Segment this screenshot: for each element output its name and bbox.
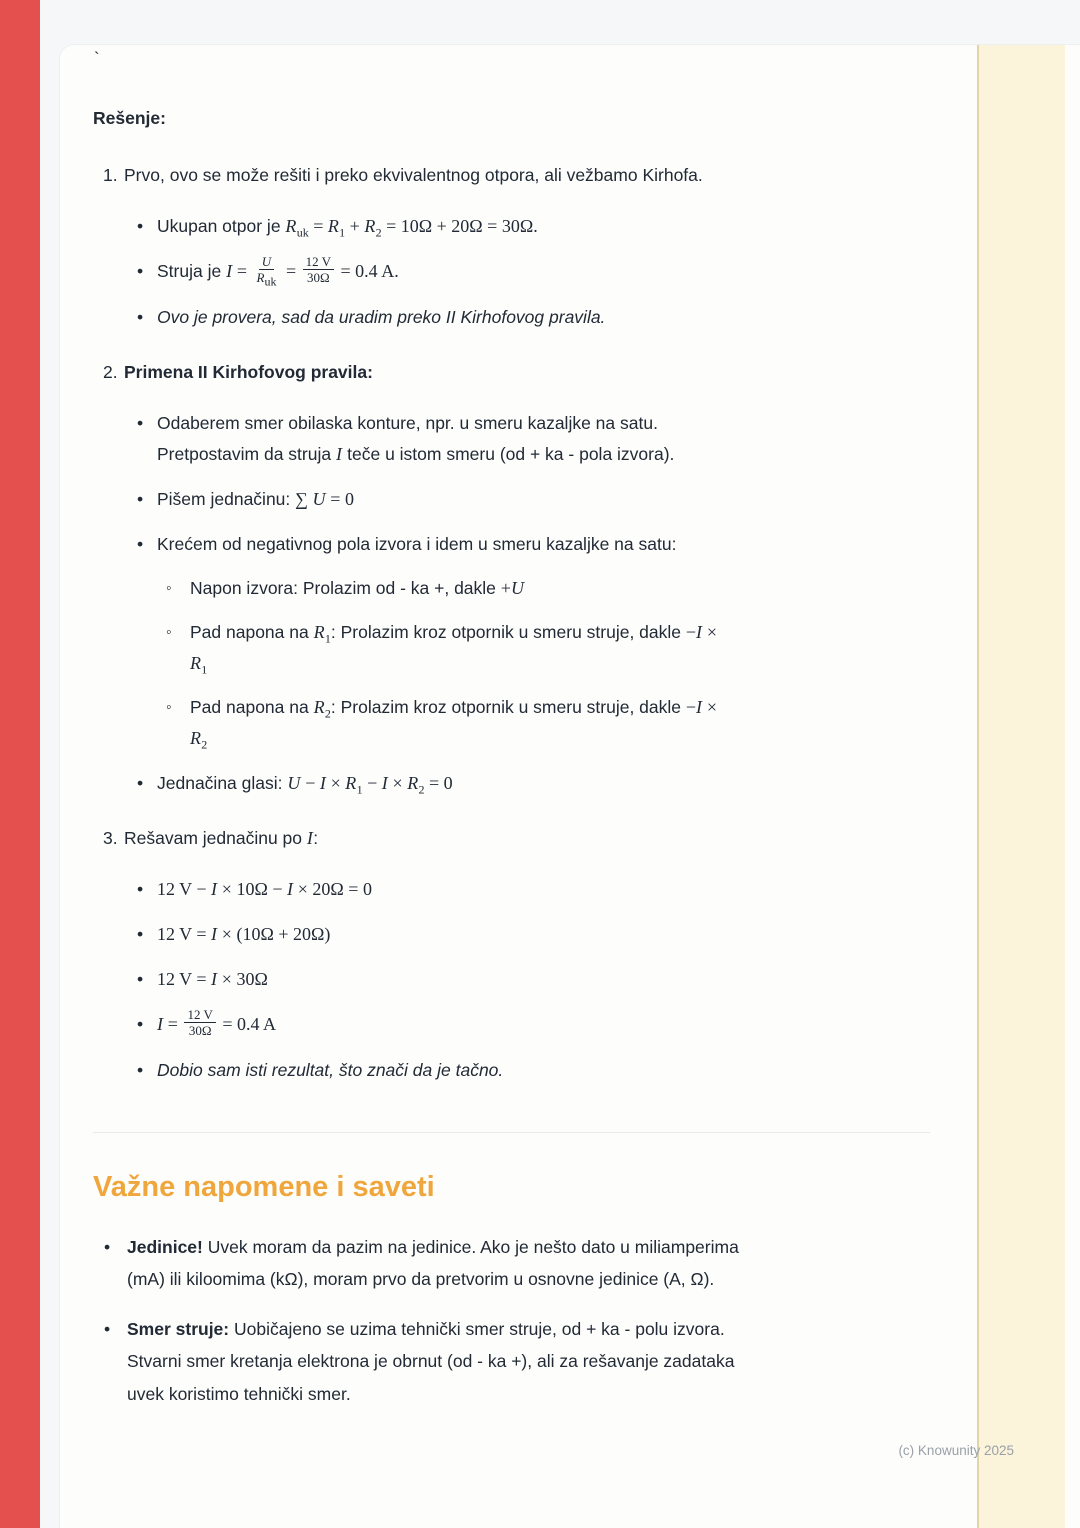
sub-list-item xyxy=(157,573,857,604)
math-run: 12 V = I × (10Ω + 20Ω) xyxy=(157,923,331,944)
fraction-numerator: 12 V xyxy=(303,254,334,270)
italic-note: Dobio sam isti rezultat, što znači da je tačno. xyxy=(157,1059,504,1080)
italic-note: Ovo je provera, sad da uradim preko II Kirhofovog pravila. xyxy=(157,306,606,327)
step-number: 3. xyxy=(103,827,118,848)
note-item xyxy=(93,1231,748,1296)
text-run: Pad napona na xyxy=(190,696,314,717)
solution-step-3 xyxy=(93,823,930,1086)
step-number: 1. xyxy=(103,165,118,185)
text-run: : Prolazim kroz otpornik u smeru struje, dakle xyxy=(330,621,686,642)
solution-step-1 xyxy=(93,160,930,333)
list-item xyxy=(124,768,904,799)
list-item xyxy=(124,302,904,333)
fraction xyxy=(184,1007,215,1038)
stray-backtick: ` xyxy=(94,49,100,68)
math-run: $U - I \times R_1 - I \times R_2 = 0$ xyxy=(287,772,453,797)
solution-step-2 xyxy=(93,357,930,799)
step-3-list xyxy=(124,874,930,1086)
list-item xyxy=(124,253,904,289)
text-run: teče u istom smeru (od + ka - pola izvora). xyxy=(342,443,675,464)
fraction-denominator: $R_{uk}$ xyxy=(256,269,277,289)
note-text: Uvek moram da pazim na jedinice. Ako je nešto dato u miliamperima (mA) ili kiloomima (kΩ), moram prvo da pretvorim u osnovne jedinice (A, Ω). xyxy=(127,1236,739,1290)
step-title: Primena II Kirhofovog pravila: xyxy=(124,361,373,382)
math-run: = 0.4 A xyxy=(217,1013,277,1034)
document-content xyxy=(60,45,1080,1410)
text-run: Pišem jednačinu: xyxy=(157,488,296,509)
page-card xyxy=(60,45,1080,1528)
note-text: Uobičajeno se uzima tehnički smer struje, od + ka - polu izvora. Stvarni smer kretanja elektrona je obrnut (od - ka +), ali za rešavanje zadataka uvek koristimo tehnički smer. xyxy=(127,1318,735,1404)
step-text: Prvo, ovo se može rešiti i preko ekvivalentnog otpora, ali vežbamo Kirhofa. xyxy=(124,165,703,185)
math-run: I xyxy=(335,443,343,464)
fraction-numerator: U xyxy=(259,254,274,270)
step-number: 2. xyxy=(103,361,118,382)
text-run: Napon izvora: Prolazim od - ka +, dakle xyxy=(190,577,501,598)
list-item xyxy=(124,874,904,905)
fraction-denominator: 30Ω xyxy=(188,1022,212,1038)
watermark: (c) Knowunity 2025 xyxy=(898,1443,1014,1458)
math-run: −I × xyxy=(685,696,717,717)
math-run: I = xyxy=(226,261,252,281)
text-run: Pad napona na xyxy=(190,621,314,642)
math-run: $R_1$ xyxy=(313,621,331,646)
text-run: Pretpostavim da struja xyxy=(157,443,336,464)
list-item xyxy=(124,484,904,515)
step-body xyxy=(124,357,930,799)
text-run: Struja je xyxy=(157,261,227,281)
math-run: $R_{uk} = R_1 + R_2 = 10\Omega + 20\Omega = 30\Omega$. xyxy=(285,216,538,240)
step-body xyxy=(124,160,930,333)
list-item xyxy=(124,211,904,242)
step-body xyxy=(124,823,930,1086)
list-item xyxy=(124,964,904,995)
notes-heading: Važne napomene i saveti xyxy=(93,1170,435,1203)
sub-list-item xyxy=(157,692,857,754)
note-lead: Smer struje: xyxy=(127,1318,230,1339)
list-item xyxy=(124,1006,904,1041)
math-run: $R_2$ xyxy=(313,696,331,721)
math-run: +U xyxy=(500,577,525,598)
list-item xyxy=(124,919,904,950)
section-divider xyxy=(93,1132,930,1133)
math-run: ∑ U = 0 xyxy=(295,488,354,509)
solution-heading: Rešenje: xyxy=(93,108,166,128)
fraction-denominator: 30Ω xyxy=(306,269,330,285)
math-run: $R_2$ xyxy=(190,727,208,752)
left-accent-strip xyxy=(0,0,40,1528)
math-run: 12 V = I × 30Ω xyxy=(157,968,268,989)
list-item xyxy=(124,529,904,754)
fraction xyxy=(254,253,280,289)
math-run: = xyxy=(281,261,301,281)
math-run: I xyxy=(306,827,314,848)
math-run: I = xyxy=(157,1013,183,1034)
note-item xyxy=(93,1313,748,1411)
fraction xyxy=(303,254,334,285)
sub-list xyxy=(157,573,904,754)
math-run: 12 V − I × 10Ω − I × 20Ω = 0 xyxy=(157,878,372,899)
math-run: −I × xyxy=(685,621,717,642)
note-lead: Jedinice! xyxy=(127,1236,203,1257)
list-item xyxy=(124,1055,904,1086)
sub-list-item xyxy=(157,617,857,679)
text-run: Rešavam jednačinu po xyxy=(124,827,307,848)
text-run: Ukupan otpor je xyxy=(157,216,286,236)
text-run: : xyxy=(313,827,319,848)
list-item xyxy=(124,408,904,470)
math-run: $R_1$ xyxy=(190,652,208,677)
text-run: : Prolazim kroz otpornik u smeru struje, dakle xyxy=(330,696,686,717)
text-run: Krećem od negativnog pola izvora i idem u smeru kazaljke na satu: xyxy=(157,533,677,554)
fraction-numerator: 12 V xyxy=(184,1007,215,1023)
step-1-list xyxy=(124,211,930,333)
text-run: Jednačina glasi: xyxy=(157,772,288,793)
notes-list xyxy=(93,1231,930,1411)
math-run: = 0.4 A. xyxy=(336,261,399,281)
step-text xyxy=(124,823,930,854)
step-2-list xyxy=(124,408,930,799)
text-run: Odaberem smer obilaska konture, npr. u smeru kazaljke na satu. xyxy=(157,412,658,433)
